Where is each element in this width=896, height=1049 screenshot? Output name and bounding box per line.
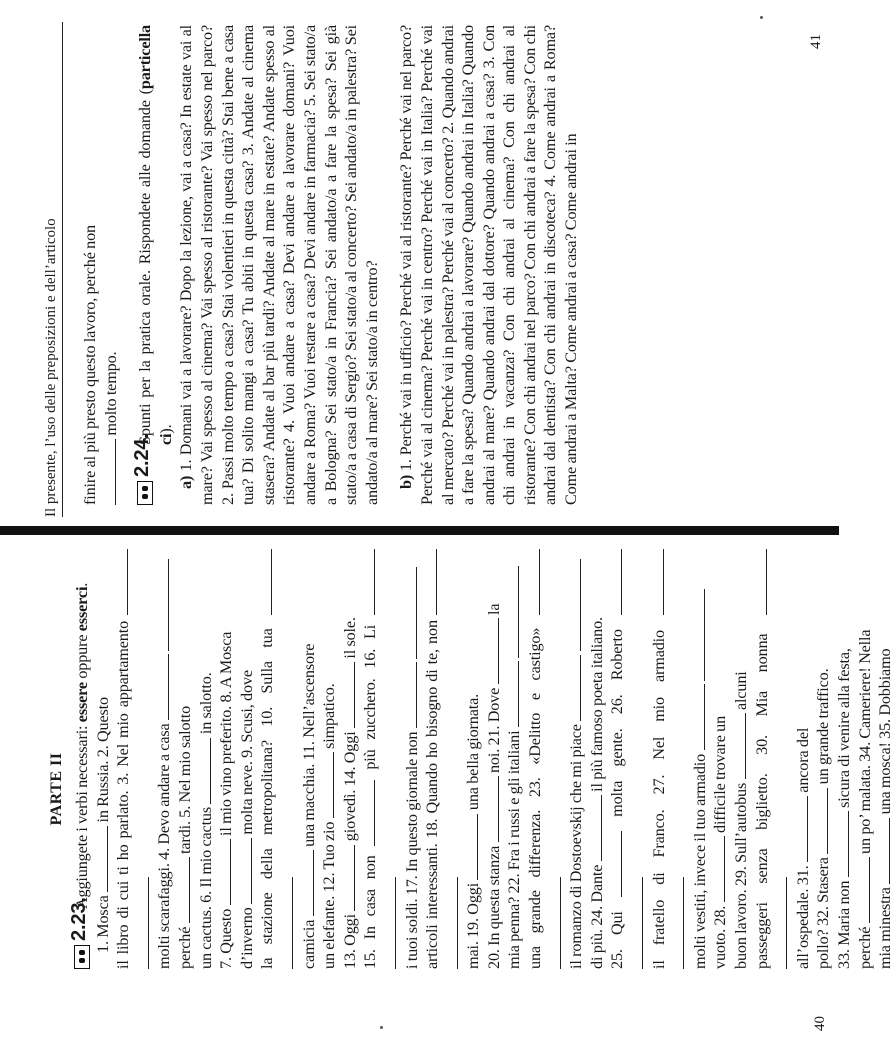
audio-cassette-icon (74, 945, 90, 969)
answer-blank[interactable] (360, 549, 375, 615)
exercise-instructions: Aggiungete i verbi necessari: essere oppure esserci. (73, 582, 91, 909)
left-page (0, 529, 895, 1049)
exercise-line (504, 549, 525, 969)
exercise-line (566, 549, 587, 969)
exercise-2-24-header (131, 25, 176, 505)
answer-blank[interactable] (360, 780, 375, 846)
exercise-text: molti vestiti, invece il tuo armadio (690, 753, 709, 969)
exercise-text: di più. 24. Dante (587, 864, 606, 969)
answer-blank[interactable] (813, 788, 828, 854)
answer-blank[interactable] (175, 857, 190, 923)
answer-blank[interactable] (690, 589, 705, 681)
exercise-line (299, 549, 320, 969)
exercise-text: il fratello di Franco. 27. Nel mio armadio (649, 630, 668, 969)
exercise-text: difficile trovare un (711, 715, 730, 833)
exercise-text: pollo? 32. Stasera (814, 857, 833, 969)
exercise-text: un po’ malata. 34. Cameriere! Nella (855, 629, 874, 854)
answer-blank[interactable] (525, 549, 540, 615)
page-number-left: 40 (812, 1016, 828, 1031)
header-rule (62, 22, 63, 517)
exercise-text: in salotto. (196, 672, 215, 735)
exercise-2-23 (68, 549, 896, 969)
exercise-text: in Russia. 2. Questo (93, 697, 112, 823)
exercise-text: un grande traffico. (814, 668, 833, 785)
answer-blank[interactable] (319, 752, 334, 818)
answer-blank[interactable] (340, 662, 355, 728)
exercise-line (525, 549, 566, 969)
audio-cassette-icon (137, 481, 153, 505)
answer-blank[interactable] (772, 877, 787, 969)
answer-blank[interactable] (402, 662, 417, 728)
answer-blank[interactable] (484, 618, 499, 684)
exercise-line (649, 549, 690, 969)
exercise-line (834, 549, 855, 969)
answer-blank[interactable] (299, 850, 314, 916)
exercise-text: 13. Oggi (340, 914, 359, 969)
answer-blank[interactable] (443, 877, 458, 969)
exercise-line (196, 549, 217, 969)
answer-blank[interactable] (504, 566, 519, 658)
answer-blank[interactable] (154, 559, 169, 651)
answer-blank[interactable] (628, 877, 643, 969)
answer-blank[interactable] (504, 661, 519, 727)
exercise-text: passeggeri senza biglietto. 30. Mia nonna (752, 633, 771, 969)
right-page-text (80, 25, 582, 505)
exercise-text: il romanzo di Dostoevskij che mi piace (567, 724, 586, 969)
exercise-line (752, 549, 793, 969)
answer-blank[interactable] (546, 877, 561, 969)
exercise-number: 2.23. (68, 897, 90, 941)
exercise-text: una macchia. 11. Nell’ascensore (299, 643, 318, 847)
exercise-text: perché (855, 926, 874, 969)
answer-blank[interactable] (834, 811, 849, 877)
answer-blank[interactable] (669, 877, 684, 969)
exercise-line (402, 549, 423, 969)
right-page (0, 0, 839, 529)
exercise-text: articoli interessanti. 18. Quando ho bisogno di te, non (423, 620, 442, 969)
exercise-text: il libro di cui ti ho parlato. 3. Nel mio appartamento (114, 620, 133, 969)
answer-blank[interactable] (484, 776, 499, 842)
exercise-line (793, 549, 814, 969)
answer-blank[interactable] (607, 831, 622, 897)
exercise-line (175, 549, 196, 969)
exercise-text: noi. 21. Dove (484, 687, 503, 774)
answer-blank[interactable] (649, 549, 664, 615)
exercise-text: una grande differenza. 23. «Delitto e castigo» (526, 627, 545, 969)
answer-blank[interactable] (875, 818, 890, 884)
exercise-text: molta neve. 9. Scusi, dove (237, 670, 256, 835)
exercise-number: 2.24. (131, 433, 154, 477)
exercise-text: i tuoi soldi. 17. In questo giornale non (402, 731, 421, 969)
answer-blank[interactable] (731, 713, 746, 779)
exercise-header (68, 549, 93, 969)
exercise-text: mia penna? 22. Fra i russi e gli italiani (505, 730, 524, 969)
exercise-text: d’inverno (237, 907, 256, 969)
answer-blank[interactable] (587, 795, 602, 861)
answer-blank (101, 439, 116, 505)
answer-blank[interactable] (566, 655, 581, 721)
running-head-left: PARTE II (48, 752, 65, 826)
exercise-text: 1. Mosca (93, 895, 112, 953)
scan-speck (760, 16, 763, 19)
exercise-line (813, 549, 834, 969)
exercise-line (690, 549, 711, 969)
exercise-text: il più famoso poeta italiano. (587, 617, 606, 792)
exercise-line (93, 549, 114, 969)
exercise-line (855, 549, 876, 969)
page-number-right: 41 (808, 34, 824, 49)
exercise-line (484, 549, 505, 969)
exercise-line (587, 549, 608, 969)
exercise-line (731, 549, 752, 969)
exercise-instructions: Spunti per la pratica orale. Rispondete alle domande (particella ci). (136, 25, 175, 445)
answer-blank[interactable] (113, 549, 128, 615)
exercise-text: molta gente. 26. Roberto (608, 629, 627, 817)
exercise-text: 25. Qui (608, 911, 627, 969)
exercise-line (360, 549, 401, 969)
exercise-text: sicura di venire alla festa, (834, 648, 853, 808)
exercise-line (154, 549, 175, 969)
exercise-text: all’ospedale. 31. (793, 865, 812, 969)
exercise-text: una bella giornata. (464, 693, 483, 811)
exercise-text: 15. In casa non (361, 855, 380, 969)
exercise-text: un elefante. 12. Tuo zio (320, 821, 339, 969)
exercise-line (710, 549, 731, 969)
answer-blank[interactable] (752, 549, 767, 615)
exercise-text: molti scarafaggi. 4. Devo andare a casa (155, 723, 174, 969)
exercise-text: alcuni (732, 671, 750, 711)
exercise-text: tardi. 5. Nel mio salotto (175, 705, 194, 854)
exercise-text: perché (175, 926, 194, 969)
exercise-text: camicia (299, 919, 318, 969)
exercise-line (607, 549, 648, 969)
exercise-line (237, 549, 258, 969)
exercise-text: simpatico. (320, 683, 339, 749)
exercise-text: buon lavoro. 29. Sull’autobus (732, 782, 750, 969)
section-a-text: 1. Domani vai a lavorare? Dopo la lezione, vai a casa? In estate vai al mare? Vai spesso al cinema? Vai spesso al ristorante? Vai spesso nel parco? 2. Passi molto tempo a casa? Stai volentieri in questa città? Stai bene a casa tua? Di solito mangi a casa? Tu abiti in questa casa? 3. Andate al cinema stasera? Andate al bar più tardi? Andate al mare in estate? Andate spesso al ristorante? 4. Vuoi andare a casa? Devi andare a lavorare domani? Vuoi andare a Roma? Vuoi restare a casa? Devi andare in farmacia? 5. Sei stato/a a Bologna? Sei stato/a in Francia? Sei andato/a a fare la spesa? Sei già stato/a a casa di Sergio? Sei stato/a al concerto? Sei andato/a in palestra? Sei andato/a al mare? Sei stato/a in centro? (177, 25, 381, 505)
exercise-text: più zucchero. 16. Li (361, 624, 380, 770)
carryover-text: finire al più presto questo lavoro, perché non molto tempo. (81, 225, 120, 505)
answer-blank[interactable] (93, 826, 108, 892)
answer-blank[interactable] (607, 549, 622, 615)
exercise-text: un cactus. 6. Il mio cactus (196, 806, 215, 969)
exercise-text: 7. Questo (217, 908, 236, 969)
section-a (176, 25, 382, 505)
answer-blank[interactable] (793, 796, 808, 862)
answer-blank[interactable] (422, 549, 437, 615)
exercise-text: 20. In questa stanza (484, 845, 503, 969)
section-b-text: 1. Perché vai in ufficio? Perché vai al ristorante? Perché vai nel parco? Perché vai al cinema? Perché vai in centro? Perché vai in Italia? Perché vai al mercato? Perché vai in palestra? Perché vai al concerto? 2. Quando andrai a fare la spesa? Quando andrai a lavorare? Quando andrai in Italia? Quando andrai al mare? Quando andrai dal dottore? Quando andrai a casa? 3. Con chi andrai in vacanza? Con chi andrai al cinema? Con chi andrai al ristorante? Con chi andrai nel parco? Con chi andrai a fare la spesa? Con chi andrai dal dentista? Con chi andrai in discoteca? 4. Come andrai a Roma? Come andrai a Malta? Come andrai a casa? Come andrai in (397, 25, 581, 505)
running-head-right: Il presente, l’uso delle preposizioni e dell’articolo (43, 218, 59, 517)
exercise-line (875, 549, 896, 969)
answer-blank[interactable] (196, 738, 211, 804)
exercise-text: una mosca! 35. Dobbiamo (876, 648, 895, 815)
exercise-line (463, 549, 484, 969)
exercise-text: la stazione della metropolitana? 10. Sulla tua (258, 628, 277, 969)
exercise-items (93, 549, 896, 969)
answer-blank[interactable] (463, 814, 478, 880)
exercise-line (422, 549, 463, 969)
exercise-text: mia minestra (876, 887, 895, 969)
answer-blank[interactable] (154, 654, 169, 720)
exercise-text: giovedì. 14. Oggi (340, 731, 359, 842)
answer-blank[interactable] (237, 838, 252, 904)
answer-blank[interactable] (134, 877, 149, 969)
section-b (396, 25, 581, 505)
answer-blank[interactable] (278, 877, 293, 969)
answer-blank[interactable] (710, 836, 725, 902)
exercise-line (319, 549, 340, 969)
exercise-line (216, 549, 237, 969)
exercise-text: il mio vino preferito. 8. A Mosca (217, 631, 236, 836)
exercise-text: il sole. (340, 617, 359, 659)
exercise-text: 33. Maria non (834, 880, 853, 969)
exercise-text: mai. 19. Oggi (464, 882, 483, 969)
answer-blank[interactable] (257, 549, 272, 615)
scan-speck (380, 1026, 383, 1029)
exercise-line (340, 549, 361, 969)
exercise-text: ancora del (793, 727, 812, 793)
answer-blank[interactable] (381, 877, 396, 969)
exercise-text: la (484, 603, 503, 616)
section-a-label: a) (177, 475, 196, 489)
answer-blank[interactable] (340, 845, 355, 911)
exercise-text: vuoto. 28. (711, 905, 730, 969)
answer-blank[interactable] (855, 857, 870, 923)
answer-blank[interactable] (566, 559, 581, 651)
answer-blank[interactable] (690, 685, 705, 751)
answer-blank[interactable] (216, 839, 231, 905)
exercise-line (257, 549, 298, 969)
section-b-label: b) (397, 474, 416, 489)
answer-blank[interactable] (402, 567, 417, 659)
exercise-line (113, 549, 154, 969)
